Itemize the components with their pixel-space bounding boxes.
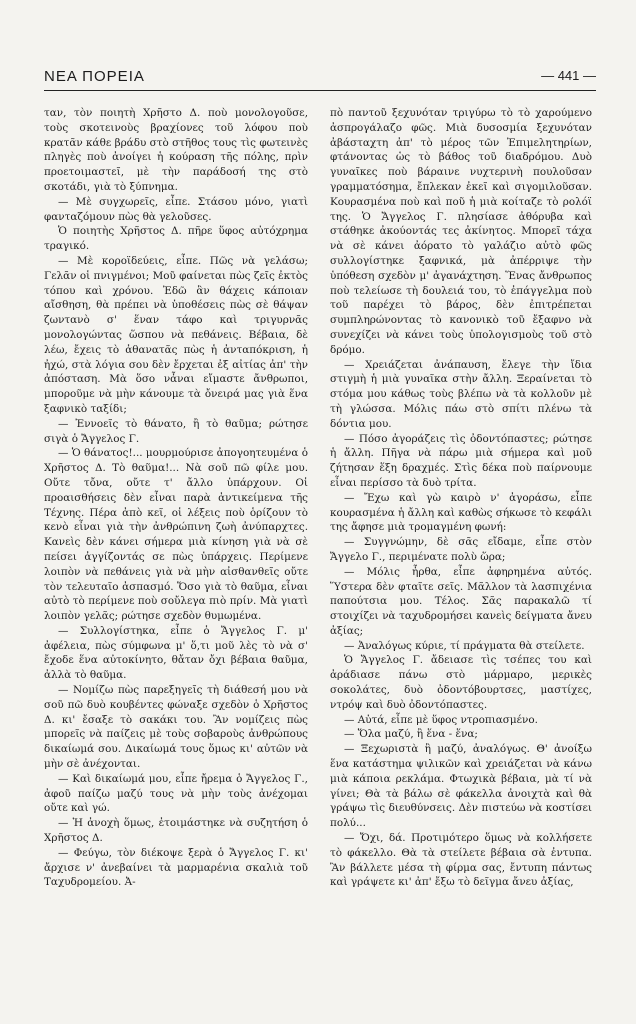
paragraph: ταν, τὸν ποιητὴ Χρῆστο Δ. ποὺ μονολογοῦσε, τοὺς σκοτεινοὺς βραχίονες τοῦ λόφου ποὺ κρατᾶν κάθε βράδυ στὸ στῆθος τους τὶς φωτεινὲς πληγὲς ποὺ ἀνοίγει ἡ κούραση τῆς πόλης, πρὶν προετοιμαστεῖ, μὲ τὴν παράδοσή της στὸ σκοτάδι, γιὰ τὸ ξύπνημα. — [44, 107, 308, 193]
paragraph: — Ἔχω καὶ γὼ καιρὸ ν' ἀγοράσω, εἶπε κουρασμένα ἡ ἄλλη καὶ καθὼς σήκωσε τὸ κεφάλι της ἄφησε μιὰ τρομαγμένη φωνή: — [330, 491, 592, 534]
right-text-column — [330, 106, 592, 890]
paragraph: — Ἐννοεῖς τὸ θάνατο, ἢ τὸ θαῦμα; ρώτησε σιγὰ ὁ Ἄγγελος Γ. — [44, 417, 308, 445]
paragraph: — Αὐτά, εἶπε μὲ ὕφος ντροπιασμένο. — [344, 713, 538, 726]
paragraph: — Ὅλα μαζύ, ἢ ἕνα - ἕνα; — [344, 728, 478, 741]
paragraph: — Καὶ δικαίωμά μου, εἶπε ἤρεμα ὁ Ἄγγελος Γ., ἀφοῦ παίζω μαζύ τους νὰ μὴν τοὺς ἀνέχομαι οὔτε καὶ γώ. — [44, 772, 308, 815]
paragraph: πὸ παντοῦ ξεχυνόταν τριγύρω τὸ τὸ χαρούμενο ἀσπρογάλαζο φῶς. Μιὰ δυσοσμία ξεχυνόταν ἀβάσταχτη ἀπ' τὸ μέρος τῶν Ἐπιμελητηρίων, φτάνοντας ὡς τὸ βάθος τοῦ διαδρόμου. Δυὸ γυναῖκες ποὺ βάραινε νυχτερινὴ πουλοῦσαν γραμματόσημα, ἔπλεκαν ἐκεῖ καὶ σιγομιλοῦσαν. Κουρασμένα ποὺ καὶ ποῦ ἡ μιὰ κοίταζε τὸ ρολόϊ της. Ὁ Ἄγγελος Γ. πλησίασε ἀθόρυβα καὶ στάθηκε ἀκούοντάς τες ἀκίνητος. Μπορεῖ τάχα νὰ σὲ κάνει ἀόρατο τὸ γαλάζιο αὐτὸ φῶς συλλογίστηκε ξαφνικά, μὰ ἀπέρριψε τὴν ὑπόθεση σχεδὸν μ' ἀγανάχτηση. Ἕνας ἄνθρωπος ποὺ τελείωσε τὴ δουλειά του, τὸ ἐπάγγελμα ποὺ τοῦ παρέχει τὸ βάρος, δὲν ἐπιτρέπεται συμπληρώνοντας τὸ κανονικὸ τοῦ ἔξαφνο νὰ συνεχίζει νὰ κάνει τοὺς ὑπολογισμοὺς τοῦ στὸ δρόμο. — [330, 107, 592, 356]
paragraph: — Πόσο ἀγοράζεις τὶς ὀδοντόπαστες; ρώτησε ἡ ἄλλη. Πῆγα νὰ πάρω μιὰ σήμερα καὶ μοῦ ζήτησαν ἕξη δραχμές. Στὶς δέκα ποὺ παίρνουμε εἶναι περίσσο τὰ δυὸ τρίτα. — [330, 432, 592, 489]
paragraph: — Χρειάζεται ἀνάπαυση, ἔλεγε τὴν ἴδια στιγμὴ ἡ μιὰ γυναῖκα στὴν ἄλλη. Ξεραίνεται τὸ στόμα μου κάθως τοὺς βλέπω νὰ τὰ κολλοῦν μὲ τὴ γλώσσα. Μόλις πάω στὸ σπίτι πλένω τὰ δόντια μου. — [330, 358, 592, 430]
left-text-column — [44, 106, 308, 890]
paragraph: — Μὲ κοροϊδεύεις, εἶπε. Πῶς νὰ γελάσω; Γελᾶν οἱ πνιγμένοι; Μοῦ φαίνεται πὼς ζεῖς ἐκτὸς τόπου καὶ χρόνου. Ἐδῶ ἂν θάχεις κάποιαν αἴσθηση, θὰ πρέπει νὰ ὑποθέσεις πὼς σὲ θάψαν ζωντανὸ σ' ἕναν τάφο καὶ τριγυρνᾶς μονολογώντας ὥσπου νὰ πεθάνεις. Βέβαια, δὲ λέω, ἔχεις τὸ ἀθανατᾶς πὼς ἡ ἀνταπόκριση, ἡ ἠχώ, στὰ λόγια σου δὲν ἔρχεται ἐξ αἰτίας ἀπ' τὴν ἀπόσταση. Μὰ ὅσο νἆναι εἴμαστε ἄνθρωποι, μποροῦμε νὰ μὴν κάνουμε τὰ ὄνειρά μας γιὰ ἕνα ξαφνικὸ ταξίδι; — [44, 254, 308, 415]
page-number: — 441 — — [541, 68, 596, 83]
paragraph: Ὁ Ἄγγελος Γ. ἄδειασε τὶς τσέπες του καὶ ἀράδιασε πάνω στὸ μάρμαρο, μερικὲς σοκολάτες, δυὸ ὀδοντόβουρτσες, μαστίχες, ντρόψ καὶ δυὸ ὀδοντόπαστες. — [330, 654, 592, 711]
paragraph: — Ἀναλόγως κύριε, τί πράγματα θὰ στείλετε. — [344, 639, 585, 652]
paragraph: — Φεύγω, τὸν διέκοψε ξερὰ ὁ Ἄγγελος Γ. κι' ἄρχισε ν' ἀνεβαίνει τὰ μαρμαρένια σκαλιὰ τοῦ Ταχυδρομείου. Ἀ- — [44, 846, 308, 889]
paragraph: — Μὲ συγχωρεῖς, εἶπε. Στάσου μόνο, γιατὶ φανταζόμουν πὼς θὰ γελοῦσες. — [44, 195, 308, 223]
paragraph: Ὁ ποιητὴς Χρῆστος Δ. πῆρε ὕφος αὐτόχρημα τραγικό. — [44, 225, 308, 253]
paragraph: — Ὁ θάνατος!... μουρμούρισε ἀπογοητευμένα ὁ Χρῆστος Δ. Τὸ θαῦμα!... Νὰ σοῦ πῶ φίλε μου. Οὔτε τὄνα, οὔτε τ' ἄλλο ὑπάρχουν. Οἱ προαισθήσεις δὲν εἶναι παρὰ ἀντικείμενα τῆς Τέχνης. Πέρα ἀπὸ κεῖ, οἱ λέξεις ποὺ ὁρίζουν τὸ κενὸ εἶναι γιὰ τὴν ἀνθρώπινη ζωὴ ἀνύπαρχτες. Κανεὶς δὲν κάνει σήμερα μιὰ κίνηση γιὰ νὰ σὲ πείσει ἀγγίζοντάς σε πὼς ὑπάρχεις. Περίμενε λοιπὸν νὰ πεθάνεις γιὰ νὰ μὴν αἰσθανθεῖς οὔτε τὸν τελευταῖο ἀσπασμό. Ὅσο γιὰ τὸ θαῦμα, εἶναι αὐτὸ τὸ περίμενε ποὺ σοὔλεγα πιὸ πρίν. Μὰ γιατὶ λοιπὸν γελᾶς; ρώτησε σχεδὸν θυμωμένα. — [44, 447, 308, 623]
paragraph: — Συλλογίστηκα, εἶπε ὁ Ἄγγελος Γ. μ' ἀφέλεια, πὼς σύμφωνα μ' ὅ,τι μοῦ λὲς τὸ νὰ σ' ἔχοδε ἕνα αὐτοκίνητο, θἄταν ὄχι βέβαια θαῦμα, ἀλλὰ τὸ θαῦμα. — [44, 624, 308, 682]
paragraph: — Ξεχωριστὰ ἢ μαζύ, ἀναλόγως. Θ' ἀνοίξω ἕνα κατάστημα ψιλικῶν καὶ χρειάζεται νὰ κάνω μιὰ κάποια ρεκλάμα. Φτωχικὰ βέβαια, μὰ τί νὰ γίνει; Θὰ τὰ βάλω σὲ φάκελλα ἀνοιχτὰ καὶ θὰ γράψω τὶς διευθύνσεις. Δὲν πιστεύω νὰ κοστίσει πολύ... — [330, 743, 592, 830]
paragraph: — Συγγνώμην, δὲ σᾶς εἴδαμε, εἶπε στὸν Ἄγγελο Γ., περιμένατε πολὺ ὥρα; — [330, 536, 592, 563]
paragraph: — Νομίζω πὼς παρεξηγεῖς τὴ διάθεσή μου νὰ σοῦ πῶ δυὸ κουβέντες φώναξε σχεδὸν ὁ Χρῆστος Δ. κι' ἔσαξε τὸ σακάκι του. Ἂν νομίζεις πὼς μπορεῖς νὰ παίζεις μὲ τοὺς σοβαροὺς ἀνθρώπους δικαίωμά σου. Δικαίωμά τους ὅμως κι' αὐτῶν νὰ μὴν σὲ ἀνέχονται. — [44, 684, 308, 771]
page-header — [44, 68, 596, 92]
header-rule — [44, 90, 596, 91]
paragraph: — Ὄχι, δά. Προτιμότερο ὅμως νὰ κολλήσετε τὸ φάκελλο. Θὰ τὰ στείλετε βέβαια σὰ ἐντυπα. Ἂν βάλλετε μέσα τὴ φίρμα σας, ἔντυπη πάντως καὶ γράψετε κι' ἀπ' ἔξω τὸ δεῖγμα ἄνευ ἀξίας, — [330, 832, 592, 889]
paragraph: — Ἡ ἀνοχὴ ὅμως, ἐτοιμάστηκε νὰ συζητήση ὁ Χρῆστος Δ. — [44, 817, 308, 845]
magazine-title: ΝΕΑ ΠΟΡΕΙΑ — [44, 68, 145, 85]
paragraph: — Μόλις ἦρθα, εἶπε ἀφηρημένα αὐτός. Ὕστερα δὲν φταῖτε σεῖς. Μᾶλλον τὰ λασπιχένια παπούτσια μου. Τέλος. Σᾶς παρακαλῶ τί στοιχίζει νὰ ταχυδρομήσει κανεὶς δείγματα ἄνευ ἀξίας; — [330, 565, 592, 637]
